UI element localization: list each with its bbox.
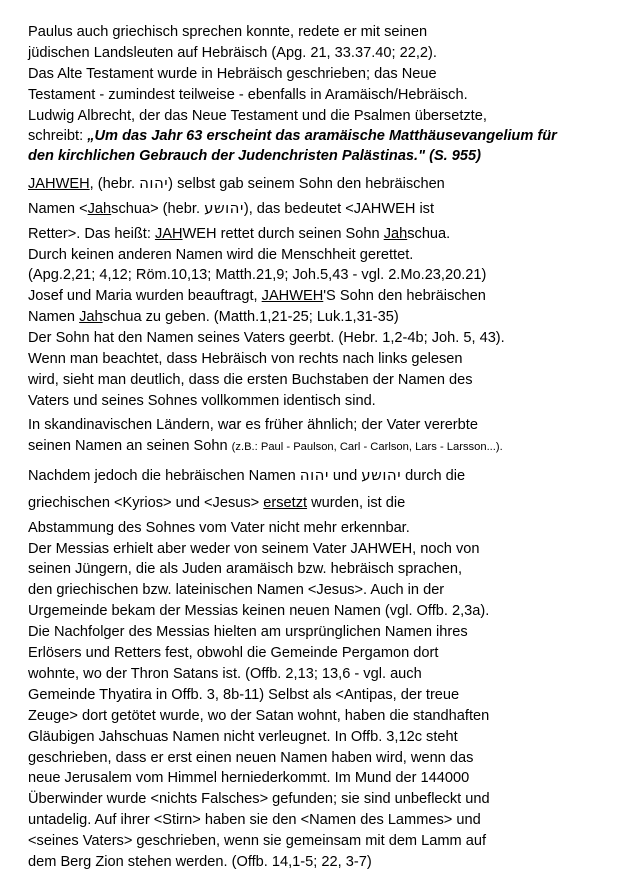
text-line: Ludwig Albrecht, der das Neue Testament und die Psalmen übersetzte, xyxy=(28,107,487,124)
paragraph-5-line-1 xyxy=(28,173,610,194)
paragraph-10-line-5 xyxy=(28,622,610,642)
paragraph-10-line-10 xyxy=(28,727,610,747)
text-line: dem Berg Zion stehen werden. (Offb. 14,1-5; 22, 3-7) xyxy=(28,854,372,871)
paragraph-10-line-15 xyxy=(28,831,610,851)
paragraph-1-line-2 xyxy=(28,43,610,63)
text-segment: Namen xyxy=(28,309,80,326)
text-line: Abstammung des Sohnes vom Vater nicht mehr erkennbar. xyxy=(28,519,410,536)
paragraph-8-line-2 xyxy=(28,436,610,457)
text-line: Die Nachfolger des Messias hielten am ursprünglichen Namen ihres xyxy=(28,624,468,641)
text-line: Zeuge> dort getötet wurde, wo der Satan wohnt, haben die standhaften xyxy=(28,707,490,724)
text-segment: griechischen <Kyrios> und <Jesus> xyxy=(28,495,264,512)
text-line: Der Messias erhielt aber weder von seinem Vater JAHWEH, noch von xyxy=(28,540,480,557)
paragraph-4-quote-line-1 xyxy=(28,127,610,147)
text-line: Überwinder wurde <nichts Falsches> gefunden; sie sind unbefleckt und xyxy=(28,791,490,808)
text-segment: Retter>. Das heißt: xyxy=(28,225,155,242)
hebrew-jahschua: יהושע xyxy=(361,465,402,484)
text-line: neue Jerusalem vom Himmel herniederkommt. Im Mund der 144000 xyxy=(28,770,470,787)
paragraph-8-line-1 xyxy=(28,415,610,435)
text-line: Erlösers und Retters fest, obwohl die Gemeinde Pergamon dort xyxy=(28,645,439,662)
paragraph-6-line-2 xyxy=(28,307,610,327)
text-line: seinen Jüngern, die als Juden aramäisch bzw. hebräisch sprachen, xyxy=(28,561,463,578)
text-segment: wurden, ist die xyxy=(307,495,406,512)
paragraph-10-line-7 xyxy=(28,664,610,684)
text-line: In skandinavischen Ländern, war es früher ähnlich; der Vater vererbte xyxy=(28,417,478,434)
paragraph-10-line-14 xyxy=(28,810,610,830)
text-line: den griechischen bzw. lateinischen Namen <Jesus>. Auch in der xyxy=(28,582,445,599)
text-segment: seinen Namen an seinen Sohn xyxy=(28,438,232,455)
paragraph-10-line-16 xyxy=(28,852,610,872)
jah-underlined: Jah xyxy=(79,309,103,326)
hebrew-jahschua: יהושע xyxy=(204,199,244,218)
paragraph-7-line-2 xyxy=(28,349,610,369)
text-line: Urgemeinde bekam der Messias keinen neuen Namen (vgl. Offb. 2,3a). xyxy=(28,603,490,620)
text-segment: Namen < xyxy=(28,201,88,218)
paragraph-10-line-8 xyxy=(28,685,610,705)
paragraph-9-line-3 xyxy=(28,518,610,538)
paragraph-10-line-2 xyxy=(28,559,610,579)
text-segment: Josef und Maria wurden beauftragt, xyxy=(28,288,262,305)
text-segment: schua> (hebr. xyxy=(111,201,205,218)
paragraph-10-line-6 xyxy=(28,643,610,663)
paragraph-4-quote-line-2 xyxy=(28,147,610,167)
jahweh-name: JAHWEH xyxy=(28,176,90,193)
text-segment: , (hebr. xyxy=(89,176,140,193)
text-line: Testament - zumindest teilweise - ebenfalls in Aramäisch/Hebräisch. xyxy=(28,86,468,103)
text-line: Paulus auch griechisch sprechen konnte, redete er mit seinen xyxy=(28,24,428,40)
text-segment: durch die xyxy=(401,467,466,484)
text-segment: WEH rettet durch seinen Sohn xyxy=(182,225,384,242)
text-line: <seines Vaters> geschrieben, wenn sie gemeinsam mit dem Lamm auf xyxy=(28,833,487,850)
hebrew-tetragrammaton: יהוה xyxy=(299,465,329,484)
paragraph-2-line-1 xyxy=(28,64,610,84)
paragraph-5-line-5 xyxy=(28,265,610,285)
jah-underlined: Jah xyxy=(87,201,112,218)
paragraph-10-line-9 xyxy=(28,706,610,726)
text-line: wohnte, wo der Thron Satans ist. (Offb. 2,13; 13,6 - vgl. auch xyxy=(28,665,422,682)
text-segment: ), das bedeutet <JAHWEH ist xyxy=(243,201,435,218)
example-note: (z.B.: Paul - Paulson, Carl - Carlson, Lars - Larsson...). xyxy=(231,441,503,454)
paragraph-5-line-2 xyxy=(28,195,610,223)
text-segment: ) selbst gab seinem Sohn den hebräischen xyxy=(168,176,445,193)
paragraph-10-line-4 xyxy=(28,601,610,621)
jah-underlined: JAH xyxy=(154,225,183,242)
paragraph-2-line-2 xyxy=(28,85,610,105)
text-line: Gemeinde Thyatira in Offb. 3, 8b-11) Selbst als <Antipas, der treue xyxy=(28,686,460,703)
quote-reference: (S. 955) xyxy=(425,147,481,164)
paragraph-9-line-2 xyxy=(28,490,610,517)
paragraph-10-line-12 xyxy=(28,768,610,788)
ersetzt-underlined: ersetzt xyxy=(263,495,308,512)
text-segment: schua zu geben. (Matth.1,21-25; Luk.1,31-35) xyxy=(102,309,399,326)
text-segment: Nachdem jedoch die hebräischen Namen xyxy=(28,467,300,484)
text-line: Das Alte Testament wurde in Hebräisch geschrieben; das Neue xyxy=(28,65,437,82)
paragraph-1-line-1 xyxy=(28,22,610,42)
text-line: geschrieben, dass er erst einen neuen Namen haben wird, wenn das xyxy=(28,749,474,766)
hebrew-tetragrammaton: יהוה xyxy=(139,174,169,193)
paragraph-10-line-3 xyxy=(28,580,610,600)
text-line: jüdischen Landsleuten auf Hebräisch (Apg. 21, 33.37.40; 22,2). xyxy=(28,44,437,61)
text-line: Durch keinen anderen Namen wird die Menschheit gerettet. xyxy=(28,246,414,263)
paragraph-5-line-4 xyxy=(28,245,610,265)
text-line: wird, sieht man deutlich, dass die ersten Buchstaben der Namen des xyxy=(28,371,473,388)
paragraph-9-line-1 xyxy=(28,462,610,490)
paragraph-10-line-1 xyxy=(28,539,610,559)
paragraph-7-line-3 xyxy=(28,370,610,390)
jahweh-name: JAHWEH xyxy=(261,288,324,305)
paragraph-5-line-3 xyxy=(28,224,610,244)
text-line: Der Sohn hat den Namen seines Vaters geerbt. (Hebr. 1,2-4b; Joh. 5, 43). xyxy=(28,330,505,347)
paragraph-3 xyxy=(28,106,610,126)
paragraph-7-line-1 xyxy=(28,328,610,348)
paragraph-7-line-4 xyxy=(28,391,610,411)
text-segment: 'S Sohn den hebräischen xyxy=(323,288,486,305)
paragraph-10-line-13 xyxy=(28,789,610,809)
text-line: Wenn man beachtet, dass Hebräisch von rechts nach links gelesen xyxy=(28,351,463,368)
quote-text-line-2: den kirchlichen Gebrauch der Judenchristen Palästinas." xyxy=(28,147,426,164)
jah-underlined: Jah xyxy=(383,225,408,242)
paragraph-6-line-1 xyxy=(28,286,610,306)
bible-reference: (Apg.2,21; 4,12; Röm.10,13; Matth.21,9; Joh.5,43 - vgl. 2.Mo.23,20.21) xyxy=(28,267,487,284)
text-line: untadelig. Auf ihrer <Stirn> haben sie den <Namen des Lammes> und xyxy=(28,812,481,829)
quote-text-line-1: „Um das Jahr 63 erscheint das aramäische Matthäusevangelium für xyxy=(87,127,557,144)
text-segment: und xyxy=(328,467,362,484)
paragraph-10-line-11 xyxy=(28,748,610,768)
text-line: Gläubigen Jahschuas Namen nicht verleugnet. In Offb. 3,12c steht xyxy=(28,728,458,745)
quote-prefix: schreibt: xyxy=(28,127,88,144)
text-line: Vaters und seines Sohnes vollkommen identisch sind. xyxy=(28,392,376,409)
text-segment: schua. xyxy=(407,225,451,242)
